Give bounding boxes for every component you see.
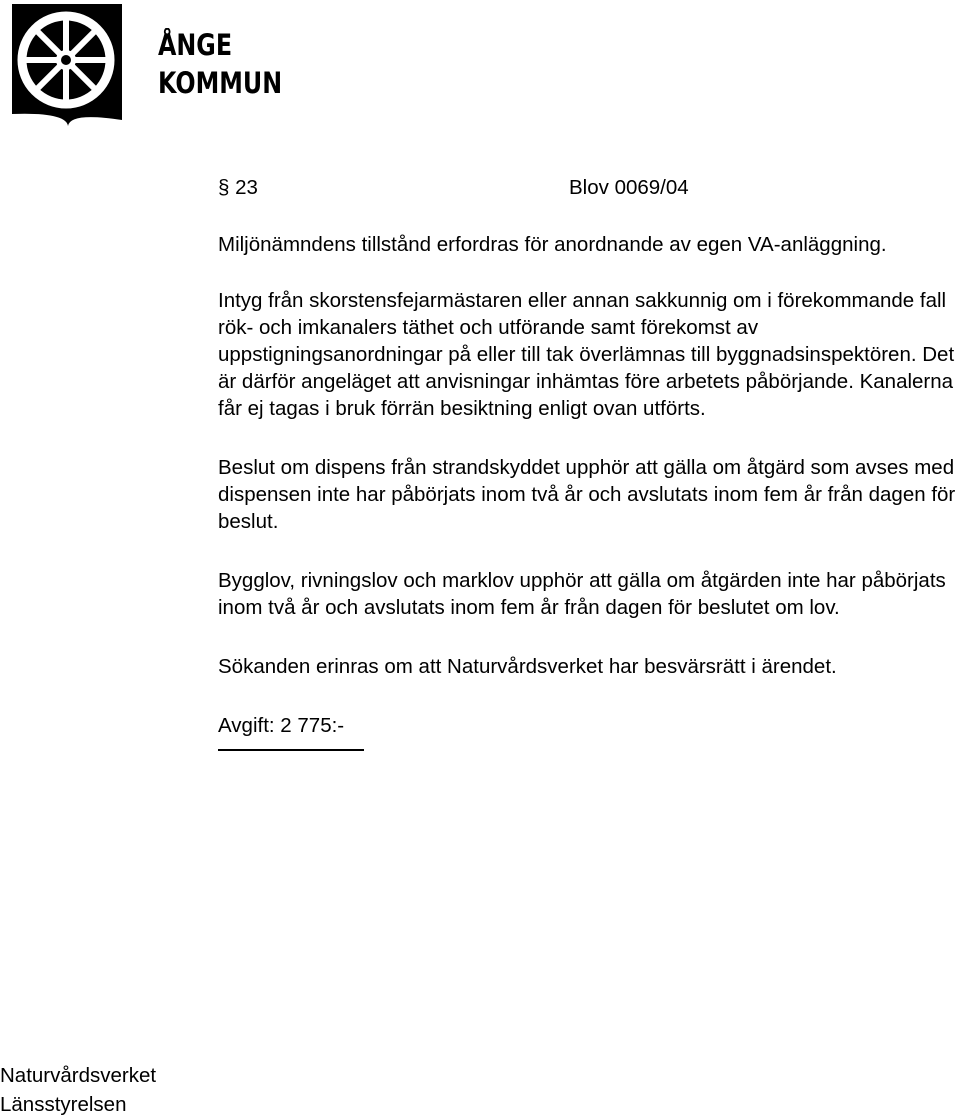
paragraph-shore-protection: Beslut om dispens från strandskyddet upphör att gälla om åtgärd som avses med dispensen inte har påbörjats inom två år och avslutats inom fem år från dagen för beslut.: [218, 456, 956, 533]
section-heading: [218, 174, 960, 204]
recipient: Länsstyrelsen: [0, 1093, 127, 1116]
paragraph-va-permit: Miljönämndens tillstånd erfordras för anordnande av egen VA-anläggning.: [218, 233, 887, 256]
recipient: Naturvårdsverket: [0, 1064, 157, 1087]
municipality-logo: [10, 2, 283, 126]
paragraph-appeal-right: Sökanden erinras om att Naturvårdsverket har besvärsrätt i ärendet.: [218, 655, 837, 678]
logo-line-2: KOMMUN: [158, 66, 283, 100]
logo-line-1: ÅNGE: [158, 28, 233, 62]
logo-wordmark: [158, 26, 282, 102]
distribution-list: [0, 1061, 156, 1119]
fee-line: Avgift: 2 775:-: [218, 714, 345, 737]
case-number: Blov 0069/04: [569, 176, 689, 199]
paragraph-permit-validity: Bygglov, rivningslov och marklov upphör att gälla om åtgärden inte har påbörjats inom två år och avslutats inom fem år från dagen för beslutet om lov.: [218, 569, 946, 619]
wheel-shield-emblem: [10, 2, 134, 126]
document-body: [218, 174, 960, 751]
section-number: § 23: [218, 176, 258, 199]
paragraph-chimney-certificate: Intyg från skorstensfejarmästaren eller annan sakkunnig om i förekommande fall rök- och imkanalers täthet och utförande samt förekomst av uppstigningsanordningar på eller till tak överlämnas till byggnadsinspektören. Det är därför angeläget att anvisningar inhämtas före arbetets påbörjande. Kanalerna får ej tagas i bruk förrän besiktning enligt ovan utförts.: [218, 289, 955, 420]
separator-rule: [218, 749, 364, 751]
